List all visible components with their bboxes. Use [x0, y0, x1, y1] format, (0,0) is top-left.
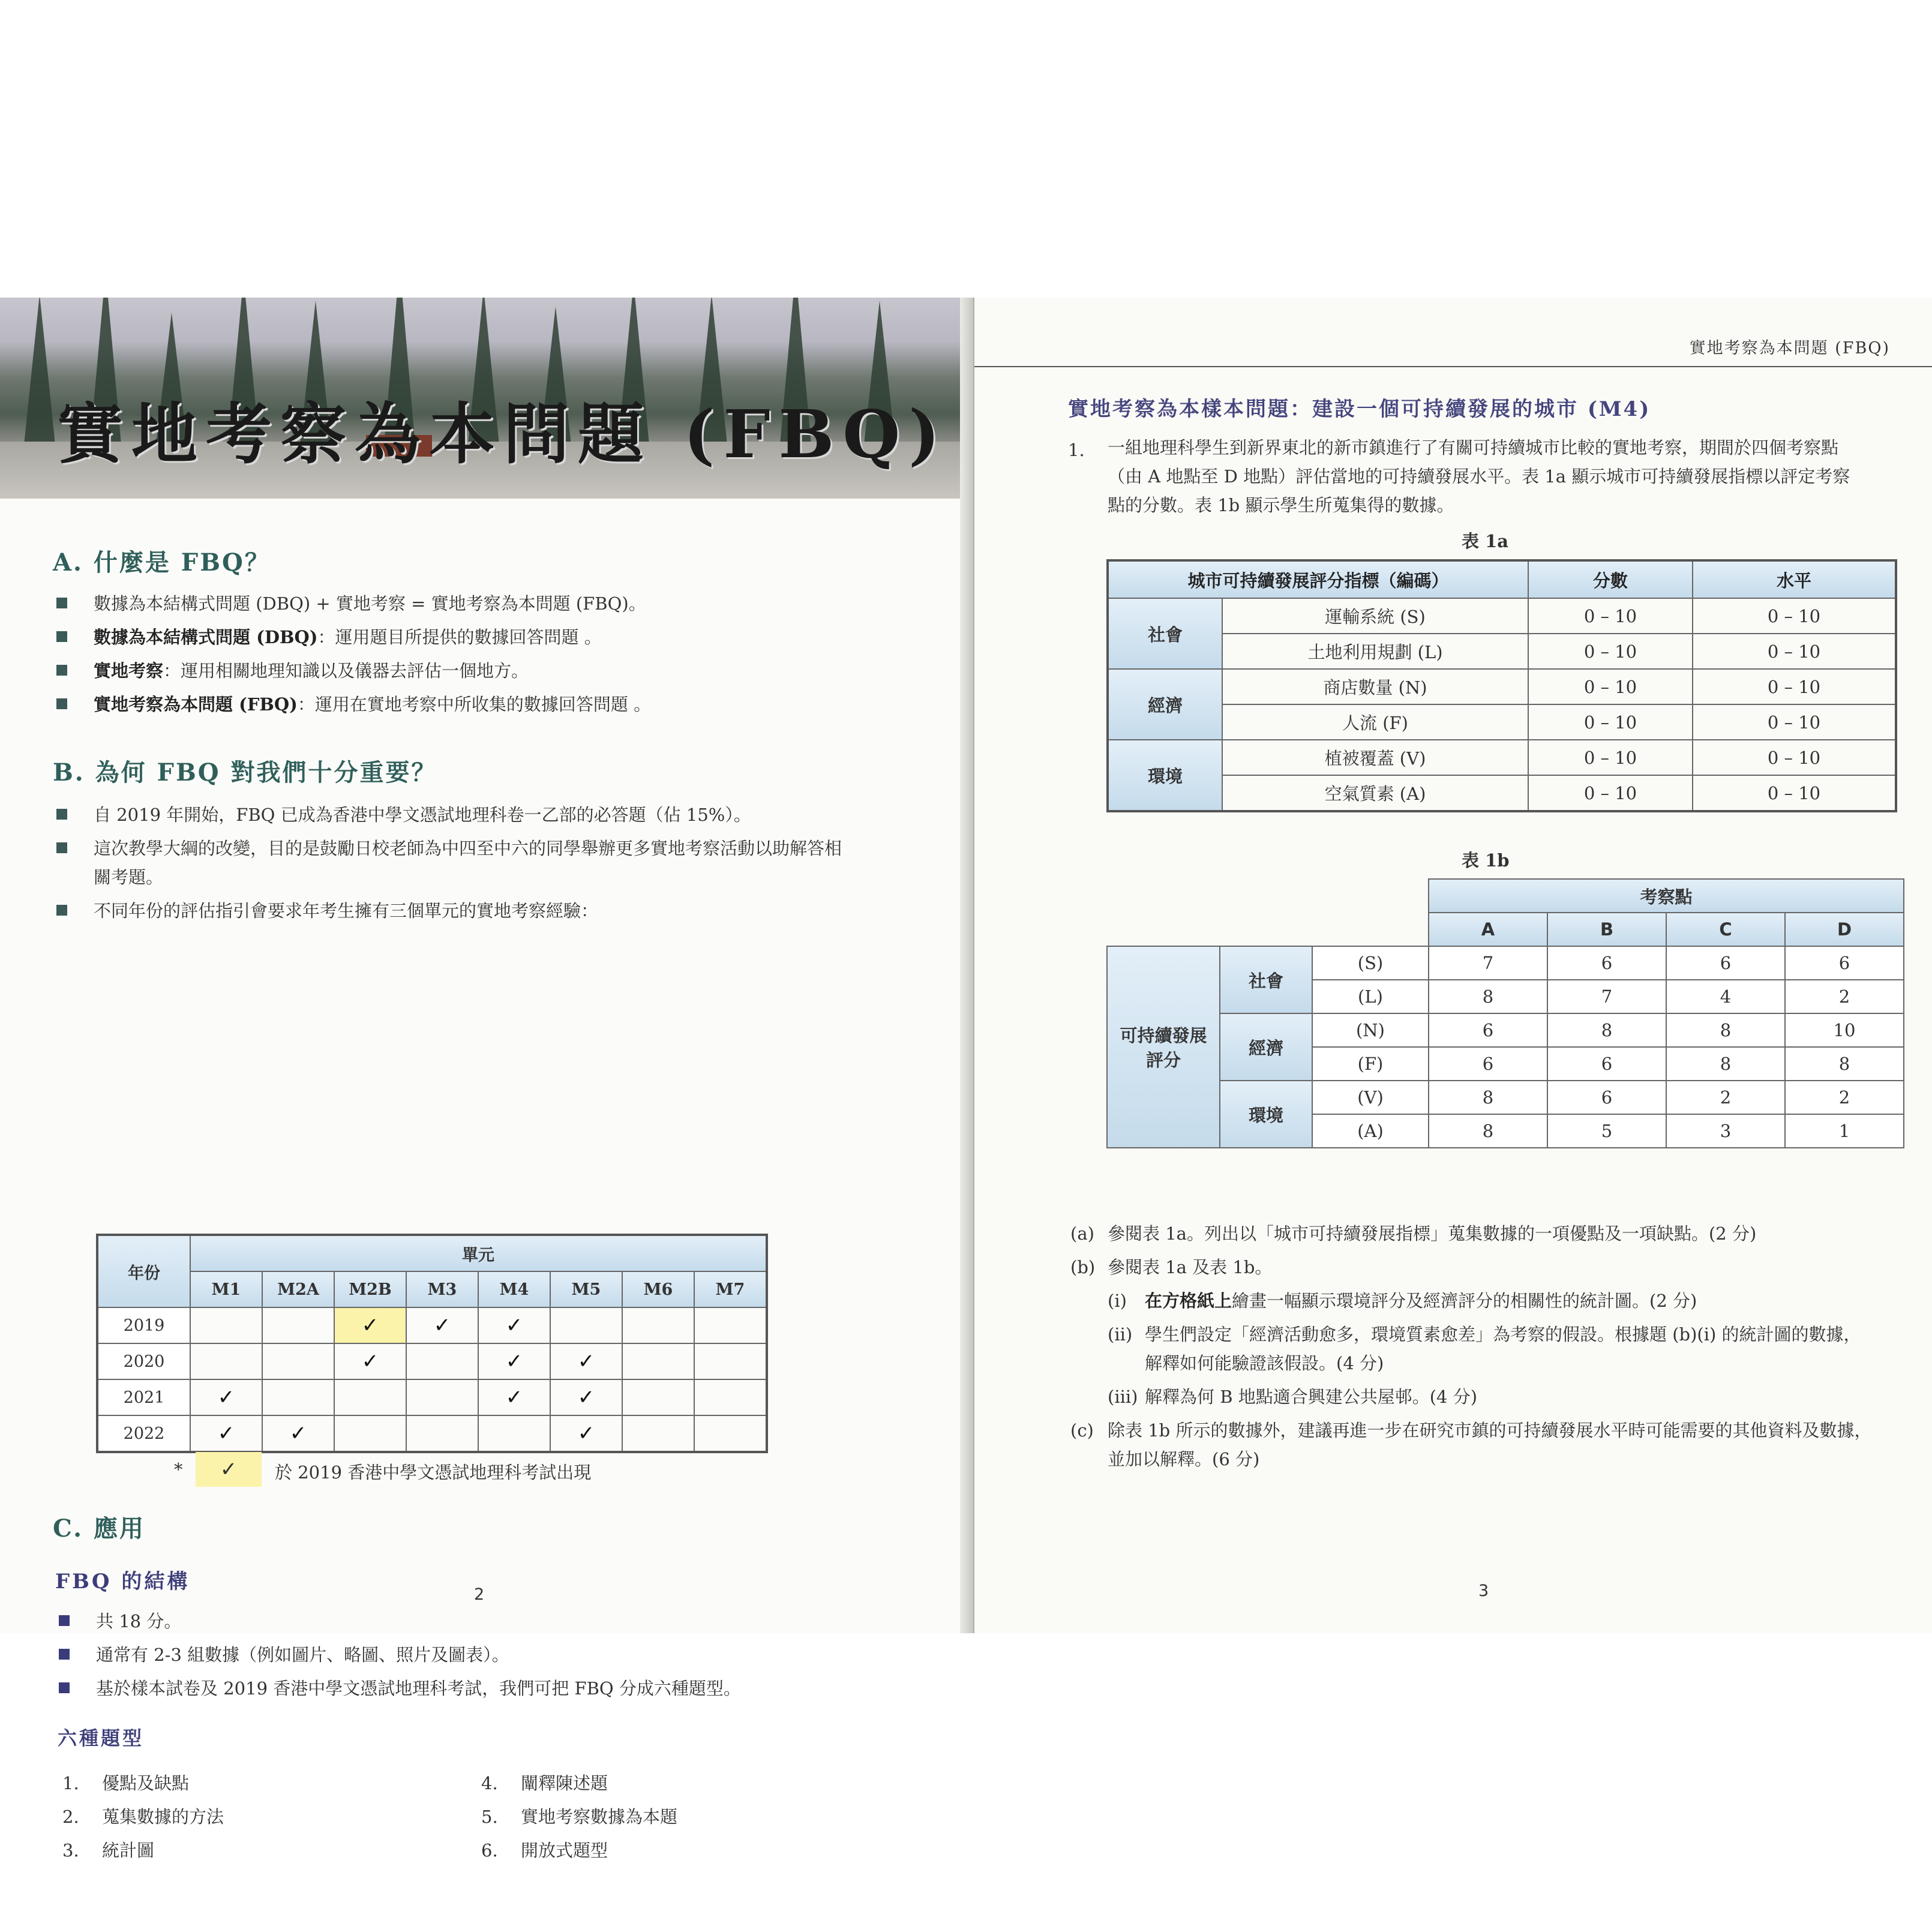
category-cell: 經濟	[1108, 669, 1222, 740]
table-cell: 0 – 10	[1528, 634, 1693, 669]
value-cell: 7	[1429, 946, 1547, 980]
section-a-bullet: 數據為本結構式問題 (DBQ) + 實地考察 = 實地考察為本問題 (FBQ)。	[94, 588, 646, 619]
table-cell: 0 – 10	[1528, 775, 1693, 811]
table-1a-header: 城市可持續發展評分指標（編碼）	[1108, 560, 1528, 598]
point-header: B	[1547, 913, 1666, 946]
table-row	[97, 1307, 767, 1343]
sub-question-b-iii: (iii) 解釋為何 B 地點適合興建公共屋邨。(4 分)	[1108, 1387, 1478, 1407]
table-cell: 土地利用規劃 (L)	[1222, 634, 1528, 669]
module-cell	[406, 1343, 478, 1379]
value-cell: 10	[1785, 1013, 1904, 1047]
legend-text: 於 2019 香港中學文憑試地理科考試出現	[275, 1462, 592, 1483]
value-cell: 6	[1429, 1013, 1547, 1047]
table-row	[1108, 704, 1896, 740]
value-cell: 2	[1666, 1081, 1785, 1114]
value-cell: 2	[1785, 980, 1904, 1013]
banner-photo	[0, 298, 972, 499]
module-header: M2B	[334, 1271, 406, 1307]
value-cell: 8	[1429, 1081, 1547, 1114]
check-icon: ✓	[577, 1385, 595, 1409]
code-cell: (A)	[1312, 1114, 1429, 1148]
code-cell: (L)	[1312, 980, 1429, 1013]
types-list-left	[62, 1766, 224, 1867]
table-1a-caption: 表 1a	[1462, 531, 1509, 551]
module-cell	[406, 1307, 478, 1343]
value-cell: 8	[1666, 1047, 1785, 1081]
section-a-bullet: 實地考察：運用相關地理知識以及儀器去評估一個地方。	[94, 655, 529, 686]
value-cell: 6	[1547, 946, 1666, 980]
modules-table	[96, 1234, 768, 1453]
value-cell: 8	[1666, 1013, 1785, 1047]
running-header: 實地考察為本問題 (FBQ)	[1689, 339, 1890, 358]
module-cell	[622, 1343, 694, 1379]
legend-highlight-swatch: ✓	[196, 1452, 262, 1487]
check-icon: ✓	[505, 1313, 523, 1337]
table-cell: 植被覆蓋 (V)	[1222, 740, 1528, 775]
table-row	[1108, 634, 1896, 669]
sub-question-c: (c) 除表 1b 所示的數據外，建議再進一步在研究市鎮的可持續發展水平時可能需要的其他資料及數據，	[1070, 1420, 1872, 1441]
year-cell: 2022	[97, 1415, 190, 1452]
value-cell: 4	[1666, 980, 1785, 1013]
value-cell: 7	[1547, 980, 1666, 1013]
module-cell	[694, 1379, 767, 1415]
check-icon: ✓	[289, 1421, 307, 1445]
table-cell: 商店數量 (N)	[1222, 669, 1528, 704]
value-cell: 8	[1429, 980, 1547, 1013]
sub-question-a: (a) 參閱表 1a。列出以「城市可持續發展指標」蒐集數據的一項優點及一項缺點。(2 分)	[1070, 1223, 1757, 1244]
module-cell	[262, 1343, 334, 1379]
module-cell	[694, 1415, 767, 1452]
table-cell: 人流 (F)	[1222, 704, 1528, 740]
code-cell: (F)	[1312, 1047, 1429, 1081]
value-cell: 8	[1785, 1047, 1904, 1081]
type-item: 4. 闡釋陳述題	[481, 1773, 608, 1793]
table-row	[1108, 775, 1896, 811]
section-a-bullet: 數據為本結構式問題 (DBQ)：運用題目所提供的數據回答問題 。	[94, 622, 602, 653]
page-title: 實地考察為本問題 (FBQ)	[57, 395, 949, 473]
table-cell: 0 – 10	[1693, 775, 1896, 811]
table-1b-top-header: 考察點	[1429, 879, 1904, 913]
value-cell: 6	[1429, 1047, 1547, 1081]
table-row	[1108, 669, 1896, 704]
section-b-bullet-continued: 關考題。	[94, 867, 164, 887]
table-cell: 0 – 10	[1693, 740, 1896, 775]
sub-question-b-ii-continued: 解釋如何能驗證該假設。(4 分)	[1145, 1353, 1384, 1373]
module-cell	[190, 1307, 262, 1343]
sub-question-b-ii: (ii) 學生們設定「經濟活動愈多，環境質素愈差」為考察的假設。根據題 (b)(i) 的統計圖的數據，	[1108, 1324, 1861, 1345]
category-cell: 社會	[1108, 598, 1222, 669]
category-cell: 環境	[1108, 740, 1222, 811]
types-heading: 六種題型	[58, 1727, 145, 1750]
module-header: M2A	[262, 1271, 334, 1307]
table-cell: 0 – 10	[1528, 704, 1693, 740]
category-cell: 經濟	[1220, 1013, 1312, 1081]
check-icon: ✓	[433, 1313, 451, 1337]
section-a-heading: A. 什麼是 FBQ？	[53, 548, 271, 577]
point-header: A	[1429, 913, 1547, 946]
module-cell	[190, 1379, 262, 1415]
check-icon: ✓	[361, 1349, 379, 1373]
module-cell	[694, 1307, 767, 1343]
module-cell	[262, 1379, 334, 1415]
table-cell: 0 – 10	[1693, 598, 1896, 634]
value-cell: 8	[1547, 1013, 1666, 1047]
year-cell: 2021	[97, 1379, 190, 1415]
module-cell	[334, 1343, 406, 1379]
section-c-bullet: 基於樣本試卷及 2019 香港中學文憑試地理科考試，我們可把 FBQ 分成六種題型。	[96, 1673, 741, 1704]
module-cell	[694, 1343, 767, 1379]
point-header: C	[1666, 913, 1785, 946]
type-item: 1. 優點及缺點	[62, 1773, 190, 1793]
year-header: 年份	[97, 1235, 190, 1307]
table-1b-body	[1107, 946, 1904, 1148]
module-cell	[262, 1415, 334, 1452]
check-icon: ✓	[361, 1313, 379, 1337]
table-cell: 0 – 10	[1528, 598, 1693, 634]
module-header: M6	[622, 1271, 694, 1307]
section-b-bullet: 這次教學大綱的改變，目的是鼓勵日校老師為中四至中六的同學舉辦更多實地考察活動以助解答相	[94, 833, 842, 864]
legend-star: *	[174, 1459, 183, 1480]
table-1b-caption: 表 1b	[1462, 850, 1510, 871]
module-cell	[550, 1379, 622, 1415]
check-icon: ✓	[505, 1385, 523, 1409]
sub-question-b-i: (i) 在方格紙上繪畫一幅顯示環境評分及經濟評分的相關性的統計圖。(2 分)	[1108, 1291, 1697, 1311]
code-cell: (V)	[1312, 1081, 1429, 1114]
module-cell	[334, 1379, 406, 1415]
table-1b-points-row	[1107, 913, 1904, 946]
table-row	[1108, 598, 1896, 634]
tree-shape	[24, 298, 55, 445]
table-1b	[1106, 878, 1904, 1148]
module-cell	[478, 1343, 550, 1379]
table-cell: 0 – 10	[1693, 704, 1896, 740]
module-header: M7	[694, 1271, 767, 1307]
table-row	[1107, 946, 1904, 980]
section-c-heading: C. 應用	[53, 1514, 145, 1543]
value-cell: 2	[1785, 1081, 1904, 1114]
module-cell	[622, 1379, 694, 1415]
value-cell: 6	[1785, 946, 1904, 980]
table-cell: 空氣質素 (A)	[1222, 775, 1528, 811]
section-b-heading: B. 為何 FBQ 對我們十分重要？	[53, 758, 437, 787]
module-cell	[550, 1415, 622, 1452]
module-cell	[550, 1343, 622, 1379]
module-cell	[550, 1307, 622, 1343]
section-b-bullet: 自 2019 年開始，FBQ 已成為香港中學文憑試地理科卷一乙部的必答題（佔 15%）。	[94, 799, 751, 830]
module-cell	[334, 1307, 406, 1343]
table-1a-header: 分數	[1528, 560, 1693, 598]
sub-question-b: (b) 參閱表 1a 及表 1b。	[1070, 1257, 1273, 1277]
value-cell: 8	[1429, 1114, 1547, 1148]
value-cell: 3	[1666, 1114, 1785, 1148]
year-cell: 2019	[97, 1307, 190, 1343]
type-item: 5. 實地考察數據為本題	[481, 1807, 678, 1827]
module-header: M4	[478, 1271, 550, 1307]
module-header: M3	[406, 1271, 478, 1307]
table-1a-body	[1108, 598, 1896, 811]
module-cell	[262, 1307, 334, 1343]
question-intro: 一組地理科學生到新界東北的新市鎮進行了有關可持續城市比較的實地考察，期間於四個考察點 （由 A 地點至 D 地點）評估當地的可持續發展水平。表 1a 顯示城市可持續發展指標以評定考察 點的分數。表 1b 顯示學生所蒐集得的數據。	[1108, 437, 1850, 515]
check-icon: ✓	[577, 1349, 595, 1373]
right-page	[974, 298, 1932, 1633]
module-cell	[622, 1415, 694, 1452]
question-title: 實地考察為本樣本問題：建設一個可持續發展的城市 (M4)	[1068, 397, 1651, 421]
table-cell: 0 – 10	[1693, 634, 1896, 669]
module-header: M5	[550, 1271, 622, 1307]
table-row	[97, 1343, 767, 1379]
module-cell	[190, 1343, 262, 1379]
point-header: D	[1785, 913, 1904, 946]
year-cell: 2020	[97, 1343, 190, 1379]
table-cell: 運輸系統 (S)	[1222, 598, 1528, 634]
left-page	[0, 298, 972, 1861]
category-cell: 環境	[1220, 1081, 1312, 1148]
table-row	[97, 1415, 767, 1452]
value-cell: 6	[1547, 1081, 1666, 1114]
module-header-row	[97, 1271, 767, 1307]
type-item: 2. 蒐集數據的方法	[62, 1807, 224, 1827]
module-cell	[478, 1415, 550, 1452]
code-cell: (S)	[1312, 946, 1429, 980]
table-row	[1107, 1013, 1904, 1047]
module-cell	[478, 1307, 550, 1343]
table-cell: 0 – 10	[1528, 669, 1693, 704]
unit-header: 單元	[190, 1235, 767, 1271]
check-icon: ✓	[217, 1421, 235, 1445]
value-cell: 5	[1547, 1114, 1666, 1148]
sub-question-c-continued: 並加以解釋。(6 分)	[1108, 1449, 1260, 1469]
types-list-right	[481, 1766, 677, 1867]
category-cell: 社會	[1220, 946, 1312, 1013]
section-c-bullet: 共 18 分。	[96, 1606, 181, 1637]
module-cell	[334, 1415, 406, 1452]
check-icon: ✓	[577, 1421, 595, 1445]
check-icon: ✓	[505, 1349, 523, 1373]
row-group-header: 可持續發展 評分	[1107, 946, 1220, 1148]
table-cell: 0 – 10	[1528, 740, 1693, 775]
section-a-bullet: 實地考察為本問題 (FBQ)：運用在實地考察中所收集的數據回答問題 。	[94, 689, 651, 720]
type-item: 3. 統計圖	[62, 1840, 155, 1861]
module-header: M1	[190, 1271, 262, 1307]
question-number: 1.	[1068, 440, 1085, 460]
module-cell	[406, 1415, 478, 1452]
section-c-bullet: 通常有 2-3 組數據（例如圖片、略圖、照片及圖表）。	[96, 1639, 509, 1670]
module-cell	[622, 1307, 694, 1343]
table-cell: 0 – 10	[1693, 669, 1896, 704]
table-row	[97, 1379, 767, 1415]
table-1a	[1106, 559, 1897, 812]
header-rule	[974, 366, 1932, 367]
value-cell: 6	[1666, 946, 1785, 980]
table-1a-header: 水平	[1693, 560, 1896, 598]
structure-heading: FBQ 的結構	[55, 1570, 190, 1594]
module-cell	[190, 1415, 262, 1452]
type-item: 6. 開放式題型	[481, 1840, 608, 1861]
module-cell	[478, 1379, 550, 1415]
page-number-right: 3	[1478, 1582, 1489, 1600]
check-icon: ✓	[217, 1385, 235, 1409]
table-row	[1107, 1081, 1904, 1114]
value-cell: 1	[1785, 1114, 1904, 1148]
value-cell: 6	[1547, 1047, 1666, 1081]
module-cell	[406, 1379, 478, 1415]
section-b-bullet: 不同年份的評估指引會要求年考生擁有三個單元的實地考察經驗：	[94, 895, 598, 926]
code-cell: (N)	[1312, 1013, 1429, 1047]
modules-table-body	[97, 1307, 767, 1452]
page-number-left: 2	[474, 1585, 485, 1604]
table-row	[1108, 740, 1896, 775]
